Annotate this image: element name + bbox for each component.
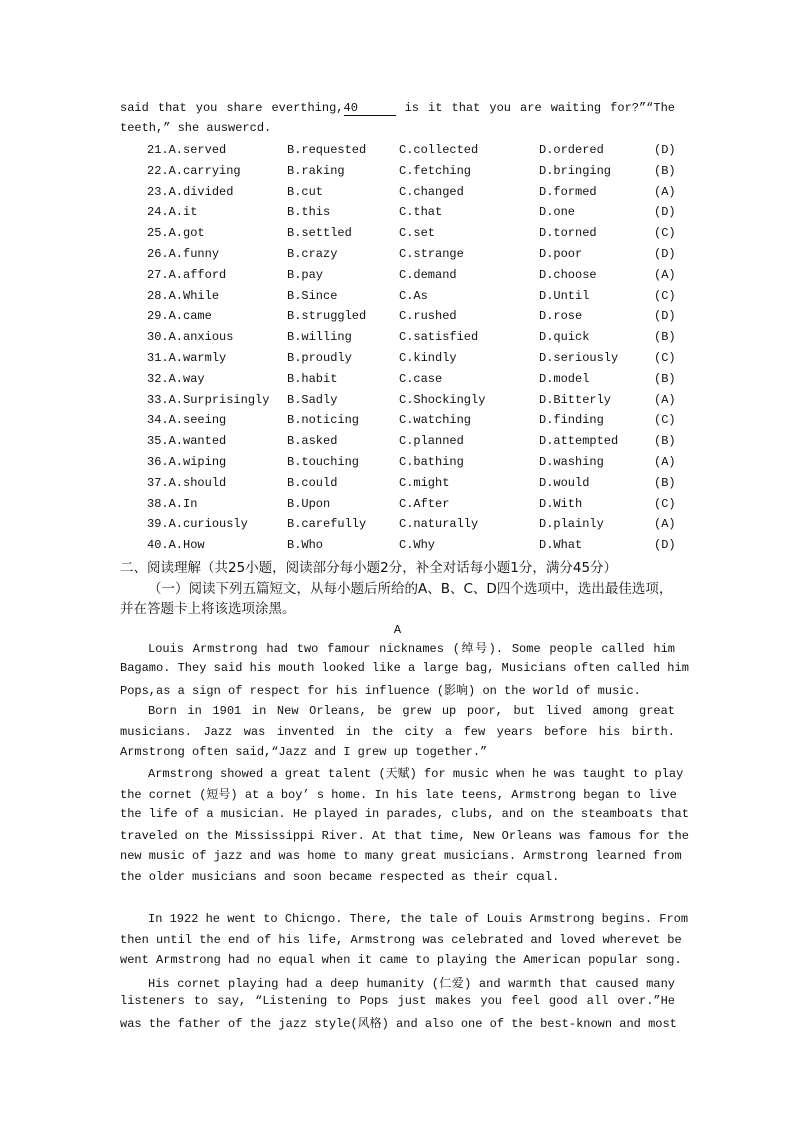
option-c: C.satisfied <box>399 330 479 345</box>
option-d: D.Until <box>539 288 590 303</box>
passage-label: A <box>393 623 402 637</box>
option-d: D.finding <box>539 413 604 428</box>
option-c: C.As <box>399 288 428 303</box>
question-number: 27. <box>147 267 169 282</box>
intro-text-continued: is it that you are waiting for?”“The <box>395 101 675 115</box>
option-b: B.Upon <box>287 496 331 511</box>
question-number: 22. <box>147 163 169 178</box>
answer-key: (D) <box>654 246 676 261</box>
option-a: A.funny <box>168 246 220 261</box>
option-row <box>0 306 794 327</box>
option-a: A.anxious <box>168 330 234 345</box>
option-b: B.carefully <box>287 517 367 532</box>
option-b: B.requested <box>287 143 367 157</box>
option-a: A.got <box>168 226 205 241</box>
question-number: 33. <box>147 392 169 407</box>
question-number: 31. <box>147 350 169 365</box>
question-number-option-a <box>147 202 197 222</box>
option-c: C.demand <box>399 267 457 282</box>
question-number: 23. <box>147 184 169 199</box>
question-number-option-a <box>147 369 205 389</box>
option-row <box>0 514 794 535</box>
question-number-option-a <box>147 306 212 326</box>
question-number-option-a <box>147 223 205 243</box>
question-number: 28. <box>147 288 169 303</box>
passage-line: Born in 1901 in New Orleans, be grew up poor, but lived among great <box>148 704 675 718</box>
option-row <box>0 223 794 244</box>
question-number-option-a <box>147 244 219 264</box>
option-d: D.What <box>539 538 583 553</box>
option-b: B.asked <box>287 434 338 449</box>
option-row <box>0 369 794 390</box>
option-row <box>0 140 794 161</box>
option-b: B.raking <box>287 163 345 178</box>
option-b: B.noticing <box>287 413 360 428</box>
option-a: A.came <box>168 309 212 324</box>
option-a: A.should <box>168 475 227 490</box>
option-row <box>0 327 794 348</box>
option-c: C.planned <box>399 434 464 449</box>
option-c: C.might <box>399 475 450 490</box>
option-b: B.willing <box>287 330 352 345</box>
question-number-option-a <box>147 327 233 347</box>
option-a: A.served <box>168 143 227 157</box>
answer-key: (B) <box>654 475 676 490</box>
option-row <box>0 286 794 307</box>
intro-line-2: teeth,” she auswercd. <box>120 121 272 135</box>
option-a: A.In <box>168 496 198 511</box>
answer-key: (C) <box>654 350 676 365</box>
option-a: A.How <box>168 538 205 553</box>
passage-line: new music of jazz and was home to many great musicians. Armstrong learned from <box>120 849 682 863</box>
answer-key: (A) <box>654 184 676 199</box>
option-b: B.Sadly <box>287 392 338 407</box>
option-b: B.this <box>287 205 331 220</box>
section2-heading: 二、阅读理解（共25小题，阅读部分每小题2分，补全对话每小题1分，满分45分） <box>120 560 618 576</box>
answer-key: (C) <box>654 226 676 241</box>
option-row <box>0 452 794 473</box>
option-c: C.collected <box>399 143 479 157</box>
option-d: D.bringing <box>539 163 612 178</box>
question-number-option-a <box>147 452 226 472</box>
answer-key: (D) <box>654 309 676 324</box>
option-c: C.case <box>399 371 443 386</box>
option-b: B.struggled <box>287 309 367 324</box>
option-a: A.way <box>168 371 205 386</box>
intro-text: said that you share everthing, <box>120 101 344 115</box>
section2-instruction-2: 并在答题卡上将该选项涂黑。 <box>120 601 296 617</box>
question-number: 34. <box>147 413 169 428</box>
question-number-option-a <box>147 182 233 202</box>
question-number: 24. <box>147 205 169 220</box>
option-c: C.set <box>399 226 436 241</box>
option-row <box>0 348 794 369</box>
option-b: B.Who <box>287 538 324 553</box>
passage-line: listeners to say, “Listening to Pops just makes you feel good all over.”He <box>120 994 675 1008</box>
question-number-option-a <box>147 390 269 410</box>
option-a: A.curiously <box>168 517 248 532</box>
question-number: 30. <box>147 330 169 345</box>
question-number: 39. <box>147 517 169 532</box>
option-b: B.settled <box>287 226 352 241</box>
option-d: D.model <box>539 371 590 386</box>
option-b: B.Since <box>287 288 338 303</box>
question-number-option-a <box>147 514 248 534</box>
question-number-option-a <box>147 348 226 368</box>
answer-key: (A) <box>654 454 676 469</box>
option-a: A.carrying <box>168 163 241 178</box>
question-number: 21. <box>147 143 169 157</box>
answer-key: (A) <box>654 267 676 282</box>
question-number: 38. <box>147 496 169 511</box>
option-c: C.naturally <box>399 517 479 532</box>
passage-line: the cornet (短号) at a boy’ s home. In his late teens, Armstrong began to live <box>120 788 677 802</box>
option-a: A.seeing <box>168 413 227 428</box>
answer-key: (D) <box>654 143 676 157</box>
option-row <box>0 161 794 182</box>
answer-key: (A) <box>654 392 676 407</box>
answer-key: (D) <box>654 538 676 553</box>
question-number: 26. <box>147 246 169 261</box>
option-d: D.poor <box>539 246 583 261</box>
passage-line: went Armstrong had no equal when it came to playing the American popular song. <box>120 953 682 967</box>
option-d: D.rose <box>539 309 583 324</box>
passage-line: Bagamo. They said his mouth looked like a large bag, Musicians often called him <box>120 661 689 675</box>
question-number: 35. <box>147 434 169 449</box>
option-row <box>0 473 794 494</box>
option-row <box>0 431 794 452</box>
option-b: B.pay <box>287 267 324 282</box>
passage-line: was the father of the jazz style(风格) and also one of the best-known and most <box>120 1017 677 1031</box>
question-number-option-a <box>147 161 241 181</box>
answer-key: (B) <box>654 330 676 345</box>
question-number: 40. <box>147 538 169 553</box>
question-number: 25. <box>147 226 169 241</box>
passage-line: Louis Armstrong had two famour nicknames (绰号). Some people called him <box>148 642 675 656</box>
question-number-option-a <box>147 431 226 451</box>
option-c: C.Why <box>399 538 436 553</box>
option-c: C.rushed <box>399 309 457 324</box>
option-c: C.strange <box>399 246 464 261</box>
option-c: C.changed <box>399 184 464 199</box>
question-number-option-a <box>147 473 226 493</box>
option-b: B.habit <box>287 371 338 386</box>
option-d: D.plainly <box>539 517 604 532</box>
option-b: B.crazy <box>287 246 338 261</box>
question-number-option-a <box>147 494 197 514</box>
option-b: B.cut <box>287 184 324 199</box>
option-b: B.proudly <box>287 350 352 365</box>
option-d: D.torned <box>539 226 597 241</box>
passage-line: traveled on the Mississippi River. At that time, New Orleans was famous for the <box>120 829 689 843</box>
option-d: D.washing <box>539 454 604 469</box>
option-row <box>0 202 794 223</box>
option-c: C.After <box>399 496 450 511</box>
option-c: C.fetching <box>399 163 472 178</box>
passage-line: the older musicians and soon became respected as their cqual. <box>120 870 560 884</box>
question-number-option-a <box>147 410 226 430</box>
option-row <box>0 244 794 265</box>
passage-line: the life of a musician. He played in parades, clubs, and on the steamboats that <box>120 807 689 821</box>
answer-key: (B) <box>654 434 676 449</box>
option-row <box>0 390 794 411</box>
option-a: A.Surprisingly <box>168 392 270 407</box>
question-number-option-a <box>147 535 205 555</box>
option-a: A.wiping <box>168 454 227 469</box>
answer-key: (D) <box>654 205 676 220</box>
question-number: 32. <box>147 371 169 386</box>
passage-line: musicians. Jazz was invented in the city a few years before his birth. <box>120 725 675 739</box>
answer-key: (A) <box>654 517 676 532</box>
options-table <box>0 140 794 556</box>
option-d: D.Bitterly <box>539 392 612 407</box>
question-number-option-a <box>147 265 226 285</box>
option-c: C.that <box>399 205 443 220</box>
option-a: A.it <box>168 205 198 220</box>
option-d: D.quick <box>539 330 590 345</box>
passage-line: Armstrong often said,“Jazz and I grew up together.” <box>120 745 488 759</box>
option-b: B.could <box>287 475 338 490</box>
option-d: D.would <box>539 475 590 490</box>
option-d: D.ordered <box>539 143 604 157</box>
option-d: D.choose <box>539 267 597 282</box>
option-a: A.divided <box>168 184 234 199</box>
option-c: C.watching <box>399 413 472 428</box>
option-c: C.kindly <box>399 350 457 365</box>
answer-key: (C) <box>654 288 676 303</box>
option-row <box>0 494 794 515</box>
option-d: D.seriously <box>539 350 619 365</box>
passage-line: His cornet playing had a deep humanity (仁爱) and warmth that caused many <box>148 977 675 991</box>
option-c: C.Shockingly <box>399 392 486 407</box>
question-number: 37. <box>147 475 169 490</box>
option-d: D.one <box>539 205 576 220</box>
passage-line: In 1922 he went to Chicngo. There, the tale of Louis Armstrong begins. From <box>148 912 689 926</box>
option-a: A.afford <box>168 267 227 282</box>
answer-key: (B) <box>654 371 676 386</box>
option-d: D.attempted <box>539 434 619 449</box>
question-number-option-a <box>147 286 219 306</box>
option-row <box>0 410 794 431</box>
option-b: B.touching <box>287 454 360 469</box>
answer-blank-40: 40 <box>344 102 396 116</box>
option-c: C.bathing <box>399 454 464 469</box>
answer-key: (C) <box>654 496 676 511</box>
option-row <box>0 182 794 203</box>
passage-line: Pops,as a sign of respect for his influence (影响) on the world of music. <box>120 684 641 698</box>
option-a: A.While <box>168 288 220 303</box>
passage-line: then until the end of his life, Armstrong was celebrated and loved wherevet be <box>120 933 682 947</box>
passage-line: Armstrong showed a great talent (天赋) for music when he was taught to play <box>148 767 684 781</box>
option-d: D.With <box>539 496 583 511</box>
option-row <box>0 535 794 556</box>
answer-key: (B) <box>654 163 676 178</box>
option-a: A.warmly <box>168 350 227 365</box>
question-number: 36. <box>147 454 169 469</box>
intro-line-1 <box>120 101 675 116</box>
question-number: 29. <box>147 309 169 324</box>
section2-instruction-1: （一）阅读下列五篇短文，从每小题后所给的A、B、C、D四个选项中，选出最佳选项， <box>148 581 673 597</box>
question-number-option-a <box>147 140 226 160</box>
answer-key: (C) <box>654 413 676 428</box>
option-d: D.formed <box>539 184 597 199</box>
option-row <box>0 265 794 286</box>
option-a: A.wanted <box>168 434 227 449</box>
